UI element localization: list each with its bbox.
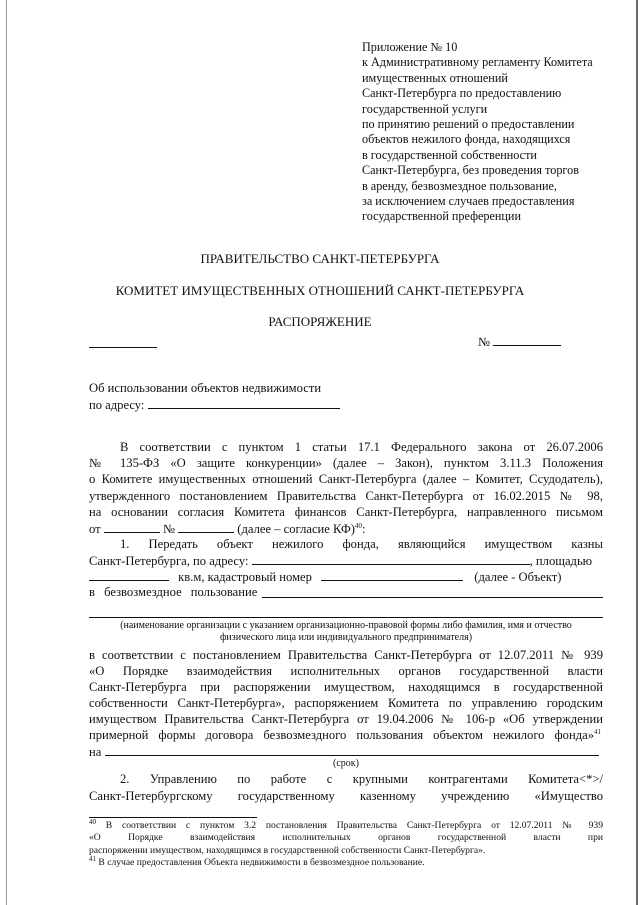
footnote-40 [89,817,603,857]
term-blank[interactable] [105,744,599,756]
footnote-41-marker: 41 [89,854,96,863]
colon: : [362,522,366,536]
appendix-line: Санкт-Петербурга по предоставлению [362,86,562,101]
cadastral-label: кв.м, кадастровый номер [178,570,312,584]
paragraph-line: «О Порядке взаимодействия исполнительных органов государственной власти [89,664,603,678]
appendix-line: в государственной собственности [362,147,537,162]
number-blank[interactable] [493,334,561,346]
from-label: от [89,522,101,536]
paragraph-line-form [89,728,603,743]
recipient-blank[interactable] [262,597,603,598]
address-by-label: Санкт-Петербурга, по адресу: [89,554,249,568]
item-2-line: 2. Управлению по работе с крупными контрагентами Комитета<*>/ [120,772,603,786]
footnote-40-text: В соответствии с пунктом 3.2 постановления Правительства Санкт-Петербурга от 12.07.2011 № 939 [96,820,603,831]
appendix-line: государственной преференции [362,209,521,224]
appendix-line: к Административному регламенту Комитета [362,55,593,70]
consent-text: (далее – согласие КФ) [237,522,355,536]
item-1-cadastral-line [89,569,603,585]
appendix-line: объектов нежилого фонда, находящихся [362,132,571,147]
area-blank[interactable] [89,569,169,581]
term-prefix: на [89,745,102,759]
paragraph-line: о Комитете имущественных отношений Санкт-Петербурга (далее – Комитет, Ссудодатель), [89,472,603,486]
scan-edge-left [6,0,7,905]
item-2-line: Санкт-Петербургскому государственному казенному учреждению «Имущество [89,789,603,803]
org-note-1: (наименование организации с указанием организационно-правовой формы либо фамилия, имя и отчество [120,620,572,631]
item-1-use-line [89,585,257,600]
item-1-address-line [89,553,603,569]
footnote-ref-41: 41 [594,727,601,736]
cadastral-blank[interactable] [321,569,463,581]
paragraph-line: № 135-ФЗ «О защите конкуренции» (далее – Закон), пунктом 3.11.3 Положения [89,456,603,470]
address-blank[interactable] [148,397,340,409]
paragraph-line: имуществом Правительства Санкт-Петербурга от 19.04.2006 № 106-р «Об утверждении [89,712,603,726]
government-heading: ПРАВИТЕЛЬСТВО САНКТ-ПЕТЕРБУРГА [200,251,440,266]
footnote-ref-40: 40 [355,521,362,530]
document-type-heading: РАСПОРЯЖЕНИЕ [268,314,372,329]
number-label: № [478,335,491,349]
number-field [478,334,561,350]
subject-line-2 [89,397,340,413]
free-use-label: в безвозмездное пользование [89,585,258,599]
paragraph-line: собственности Санкт-Петербурга», распоряжением Комитета по управлению городским [89,696,603,710]
paragraph-line: в соответствии с постановлением Правительства Санкт-Петербурга от 12.07.2011 № 939 [89,648,603,662]
object-address-blank[interactable] [252,553,530,565]
paragraph-line: на основании согласия Комитета финансов Санкт-Петербурга, направленного письмом [89,505,603,519]
appendix-block [362,40,624,225]
appendix-line: в аренду, безвозмездное пользование, [362,178,557,193]
item-1-line: 1. Передать объект нежилого фонда, являющийся имуществом казны [120,537,603,551]
appendix-title: Приложение № 10 [362,40,458,54]
date-blank[interactable] [89,347,157,348]
footnote-40-line-1 [89,817,603,832]
footnote-41-text: В случае предоставления Объекта недвижимости в безвозмездное пользование. [98,857,425,868]
footnote-separator [89,817,257,818]
paragraph-line: В соответствии с пунктом 1 статьи 17.1 Федерального закона от 26.07.2006 [120,440,603,454]
appendix-line: по принятию решений о предоставлении [362,117,575,132]
area-label: , площадью [529,554,593,568]
scan-edge-right [636,0,638,905]
appendix-line: за исключением случаев предоставления [362,194,575,209]
footnote-40-line-3: распоряжении имуществом, находящимся в государственной собственности Санкт-Петербурга». [89,844,486,856]
paragraph-line-consent [89,521,366,537]
object-abbrev: (далее - Объект) [474,570,562,584]
footnote-40-line-2: «О Порядке взаимодействия исполнительных органов государственной власти при [89,832,603,844]
form-text: примерной формы договора безвозмездного пользования объектом нежилого фонда» [89,728,594,742]
paragraph-line: утвержденного постановлением Правительства Санкт-Петербурга от 16.02.2015 № 98, [89,489,603,503]
appendix-line: имущественных отношений [362,70,508,85]
footnote-40-marker: 40 [89,817,96,826]
letter-number-blank[interactable] [178,521,234,533]
paragraph-line: Санкт-Петербурга при распоряжении имуществом, находящимся в государственной [89,680,603,694]
term-note: (срок) [333,758,359,769]
footnote-41 [89,854,603,869]
subject-line-1: Об использовании объектов недвижимости [89,381,322,395]
committee-heading: КОМИТЕТ ИМУЩЕСТВЕННЫХ ОТНОШЕНИЙ САНКТ-ПЕТЕРБУРГА [115,283,525,298]
letter-number-label: № [162,522,175,536]
letter-date-blank[interactable] [104,521,160,533]
appendix-line: государственной услуги [362,101,488,116]
recipient-blank-2[interactable] [89,617,603,618]
appendix-line: Санкт-Петербурга, без проведения торгов [362,163,579,178]
org-note-2: физического лица или индивидуального предпринимателя) [219,632,473,643]
address-label: по адресу: [89,398,145,412]
